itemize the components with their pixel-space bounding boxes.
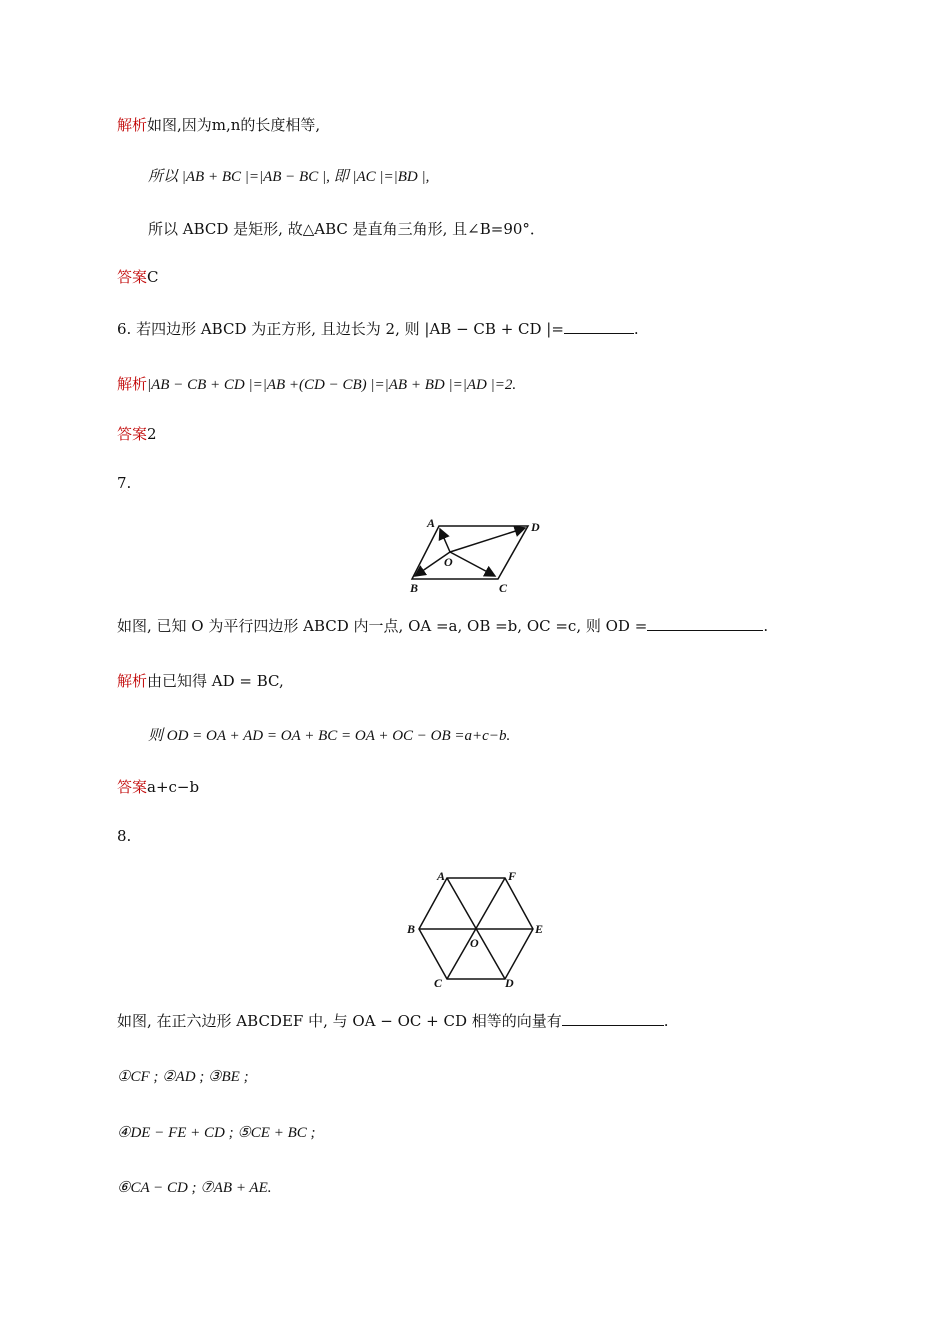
q7-question-text: 如图, 已知 O 为平行四边形 ABCD 内一点, OA =a, OB =b, OC =c, 则 OD = [117,617,648,635]
vector-od [450,528,525,552]
q7-parallelogram-figure [400,512,550,598]
prev-answer-line [117,266,159,288]
label-f: F [508,869,517,883]
label-b: B [407,922,416,936]
vector-oc [450,552,495,576]
label-a: A [427,516,436,530]
label-e: E [535,922,544,936]
q6-question-text: 6. 若四边形 ABCD 为正方形, 且边长为 2, 则 |AB − CB + CD |= [117,320,564,338]
prev-analysis-line-2: 所以 |AB + BC |=|AB − BC |, 即 |AC |=|BD |, [148,169,430,185]
q7-answer-value: a+c−b [147,778,200,796]
prev-analysis-line-3: 所以 ABCD 是矩形, 故△ABC 是直角三角形, 且∠B=90°． [148,220,545,238]
label-d: D [531,520,540,534]
q7-question [117,615,768,637]
q6-answer-blank [564,319,634,334]
q7-answer-blank [647,616,763,631]
label-b: B [410,581,419,595]
analysis-label: 解析 [117,116,148,134]
q8-question [117,1010,669,1032]
answer-label: 答案 [117,778,148,796]
analysis-text: 如图,因为m,n的长度相等, [147,116,321,134]
answer-label: 答案 [117,268,148,286]
label-o: O [444,555,453,569]
analysis-label: 解析 [117,672,148,690]
vector-oa [440,529,450,552]
prev-analysis-line [117,114,320,136]
q7-number: 7. [117,474,132,492]
q7-analysis-text: 由已知得 AD = BC, [147,672,284,690]
q7-analysis-line [117,670,284,692]
analysis-label: 解析 [117,375,148,393]
q8-question-end: . [663,1012,669,1030]
q8-question-text: 如图, 在正六边形 ABCDEF 中, 与 OA − OC + CD 相等的向量有 [117,1012,562,1030]
q6-analysis-text: |AB − CB + CD |=|AB +(CD − CB) |=|AB + BD |=|AD |=2. [147,377,517,393]
parallelogram-outline [412,526,528,579]
label-c: C [499,581,508,595]
q6-answer-value: 2 [147,425,157,443]
q6-question-end: . [633,320,639,338]
q8-options-2: ④DE − FE + CD ; ⑤CE + BC ; [117,1125,316,1141]
q7-question-end: . [763,617,769,635]
q6-analysis-line [117,373,516,396]
q7-analysis-line-2: 则 OD = OA + AD = OA + BC = OA + OC − OB =a+c−b. [148,728,511,744]
label-a: A [437,869,446,883]
q8-options-1: ①CF ; ②AD ; ③BE ; [117,1069,249,1085]
label-o: O [470,936,479,950]
q6-answer-line [117,423,157,445]
q7-answer-line [117,776,199,798]
answer-value: C [147,268,159,286]
q6-question [117,318,639,340]
answer-label: 答案 [117,425,148,443]
label-d: D [505,976,514,990]
q8-number: 8. [117,827,132,845]
q8-answer-blank [562,1011,664,1026]
q8-hexagon-figure [402,865,552,993]
q8-options-3: ⑥CA − CD ; ⑦AB + AE. [117,1180,272,1196]
label-c: C [434,976,443,990]
